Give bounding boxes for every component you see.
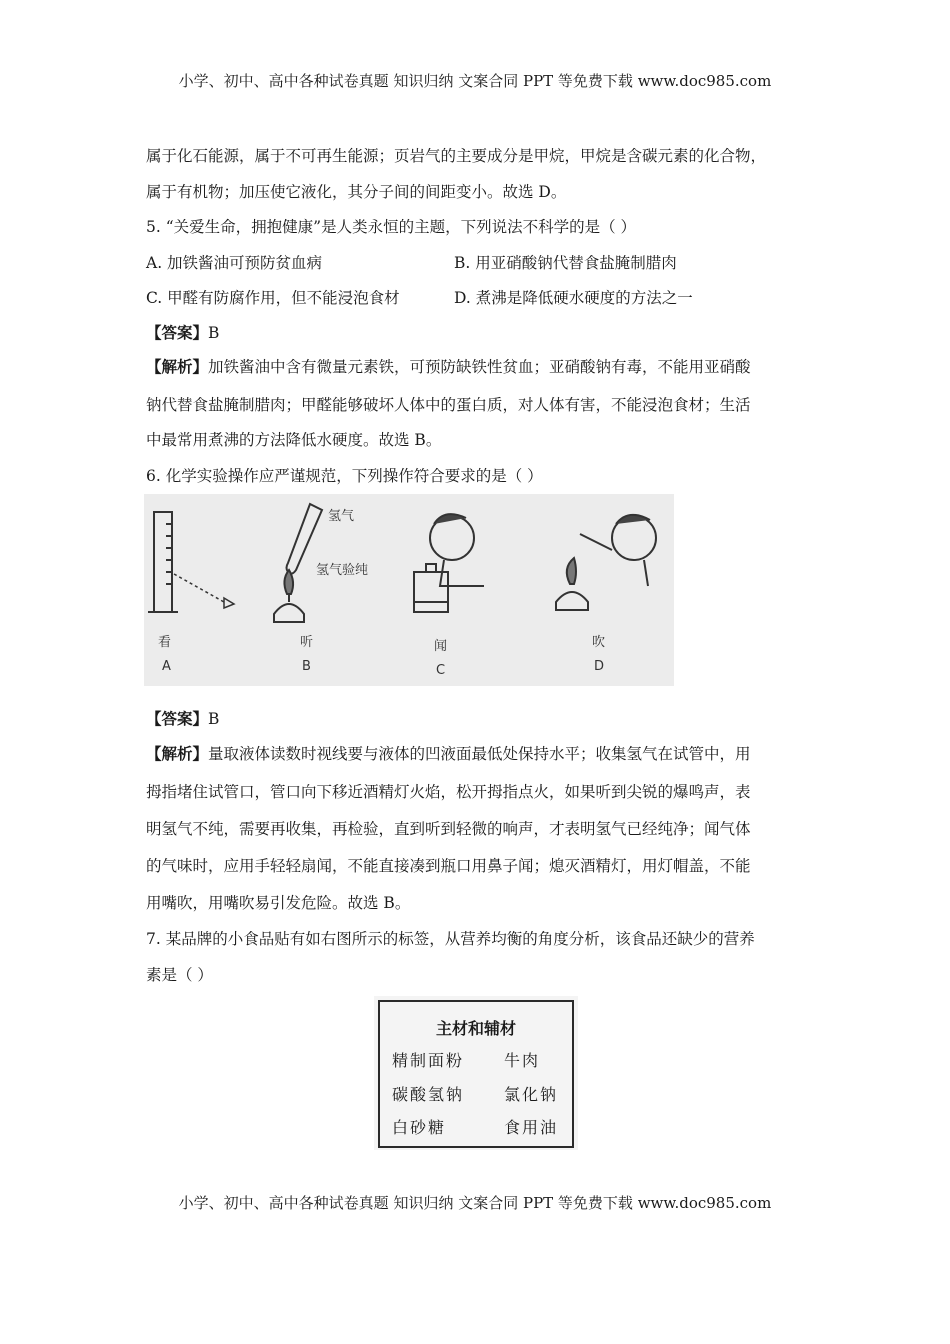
fig-letter-c: C: [436, 663, 446, 678]
q7-stem-line-2: 素是（ ）: [146, 966, 213, 984]
page-footer: 小学、初中、高中各种试卷真题 知识归纳 文案合同 PPT 等免费下载 www.doc985.com: [178, 1194, 772, 1212]
q6-answer: [146, 709, 219, 729]
graduated-cylinder-icon: [148, 512, 178, 612]
q5-stem: 5. “关爱生命，拥抱健康”是人类永恒的主题，下列说法不科学的是（ ）: [146, 218, 636, 236]
food-label-title: 主材和辅材: [435, 1019, 516, 1038]
prev-analysis-line-1: 属于化石能源，属于不可再生能源；页岩气的主要成分是甲烷，甲烷是含碳元素的化合物，: [146, 147, 767, 165]
alcohol-lamp-icon: [274, 570, 304, 622]
answer-value: B: [208, 324, 220, 342]
q5-analysis-line-1: [146, 357, 751, 377]
answer-tag: 【答案】: [146, 323, 209, 342]
q6-analysis-line-3: 明氢气不纯，需要再收集，再检验，直到听到轻微的响声，才表明氢气已经纯净；闻气体: [146, 820, 751, 838]
ingredient: 精制面粉: [392, 1051, 465, 1070]
ingredient: 碳酸氢钠: [392, 1085, 465, 1104]
analysis-tag: 【解析】: [146, 357, 209, 376]
fig-letter-d: D: [594, 659, 605, 674]
page-header: 小学、初中、高中各种试卷真题 知识归纳 文案合同 PPT 等免费下载 www.doc985.com: [178, 72, 772, 90]
q6-analysis-line-5: 用嘴吹，用嘴吹易引发危险。故选 B。: [146, 894, 411, 912]
analysis-tag: 【解析】: [146, 744, 209, 763]
q6-analysis-line-2: 拇指堵住试管口，管口向下移近酒精灯火焰，松开拇指点火，如果听到尖锐的爆鸣声，表: [146, 783, 751, 801]
ingredient: 白砂糖: [392, 1118, 447, 1137]
experiment-illustration: [144, 494, 674, 686]
analysis-text: 加铁酱油中含有微量元素铁，可预防缺铁性贫血；亚硝酸钠有毒，不能用亚硝酸: [208, 358, 751, 376]
fig-letter-b: B: [302, 659, 311, 674]
fig-letter-a: A: [162, 659, 171, 674]
ingredient: 食用油: [504, 1118, 559, 1137]
fig-label-a: 看: [158, 635, 172, 650]
food-label-box: [378, 1000, 574, 1148]
fig-label-c: 闻: [434, 639, 448, 654]
test-label: 氢气验纯: [316, 563, 369, 578]
q5-answer: [146, 323, 219, 343]
q5-option-a: A. 加铁酱油可预防贫血病: [146, 254, 323, 272]
answer-tag: 【答案】: [146, 709, 209, 728]
eye-icon: [224, 598, 234, 608]
q6-stem: 6. 化学实验操作应严谨规范，下列操作符合要求的是（ ）: [146, 467, 543, 485]
q6-analysis-line-4: 的气味时，应用手轻轻扇闻，不能直接凑到瓶口用鼻子闻；熄灭酒精灯，用灯帽盖，不能: [146, 857, 751, 875]
person-blowing-icon: [580, 515, 656, 586]
ingredient: 牛肉: [504, 1051, 541, 1070]
person-smelling-icon: [430, 514, 484, 586]
q6-analysis-line-1: [146, 744, 751, 764]
prev-analysis-line-2: 属于有机物；加压使它液化，其分子间的间距变小。故选 D。: [146, 183, 567, 201]
fig-label-b: 听: [300, 635, 314, 650]
alcohol-lamp-icon: [556, 558, 588, 610]
fig-label-d: 吹: [592, 635, 606, 650]
gas-bottle-icon: [414, 564, 448, 612]
answer-value: B: [208, 710, 220, 728]
q5-option-b: B. 用亚硝酸钠代替食盐腌制腊肉: [454, 254, 677, 272]
q5-analysis-line-2: 钠代替食盐腌制腊肉；甲醛能够破坏人体中的蛋白质，对人体有害，不能浸泡食材；生活: [146, 396, 751, 414]
q5-option-d: D. 煮沸是降低硬水硬度的方法之一: [454, 289, 693, 307]
q5-option-c: C. 甲醛有防腐作用，但不能浸泡食材: [146, 289, 400, 307]
q6-experiment-figure: [144, 494, 674, 686]
q5-analysis-line-3: 中最常用煮沸的方法降低水硬度。故选 B。: [146, 431, 442, 449]
ingredient: 氯化钠: [504, 1085, 559, 1104]
q7-stem-line-1: 7. 某品牌的小食品贴有如右图所示的标签，从营养均衡的角度分析，该食品还缺少的营养: [146, 930, 755, 948]
tube-label: 氢气: [328, 509, 355, 524]
analysis-text: 量取液体读数时视线要与液体的凹液面最低处保持水平；收集氢气在试管中，用: [208, 745, 751, 763]
q7-food-label: [374, 996, 578, 1150]
